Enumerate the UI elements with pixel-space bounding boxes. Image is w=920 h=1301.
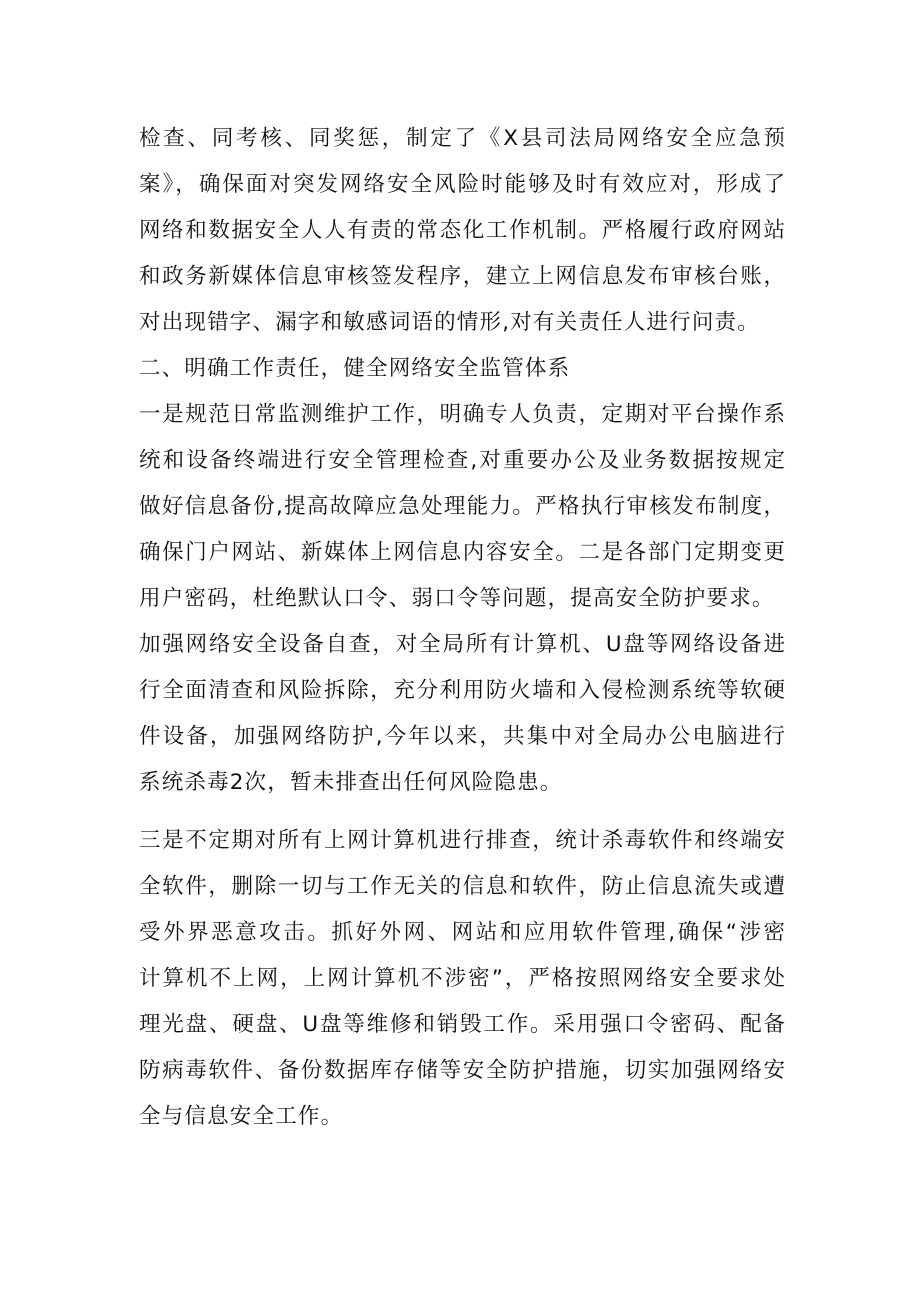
paragraph-line: 计算机不上网，上网计算机不涉密”，严格按照网络安全要求处: [139, 966, 785, 991]
paragraph-line: 三是不定期对所有上网计算机进行排查，统计杀毒软件和终端安: [139, 828, 785, 853]
paragraph-line: 对出现错字、漏字和敏感词语的情形,对有关责任人进行问责。: [139, 310, 760, 335]
document-body: [139, 116, 785, 1140]
paragraph-line: 和政务新媒体信息审核签发程序，建立上网信息发布审核台账，: [139, 264, 785, 289]
paragraph-line: 件设备，加强网络防护,今年以来，共集中对全局办公电脑进行: [139, 724, 785, 749]
paragraph-gap: [139, 806, 785, 818]
paragraph-line: 受外界恶意攻击。抓好外网、网站和应用软件管理,确保“涉密: [139, 920, 785, 945]
paragraph-line: 行全面清查和风险拆除，充分利用防火墙和入侵检测系统等软硬: [139, 678, 785, 703]
paragraph-line: 防病毒软件、备份数据库存储等安全防护措施，切实加强网络安: [139, 1058, 785, 1083]
paragraph-line: 网络和数据安全人人有责的常态化工作机制。严格履行政府网站: [139, 218, 785, 243]
paragraph-line: 系统杀毒2次，暂未排查出任何风险隐患。: [139, 770, 563, 795]
paragraph-line: 案》，确保面对突发网络安全风险时能够及时有效应对，形成了: [139, 172, 785, 197]
paragraph-line: 全软件，删除一切与工作无关的信息和软件，防止信息流失或遭: [139, 874, 785, 899]
paragraph-line: 做好信息备份,提高故障应急处理能力。严格执行审核发布制度，: [139, 494, 785, 519]
paragraph-line: 检查、同考核、同奖惩，制定了《X县司法局网络安全应急预: [139, 126, 785, 151]
paragraph-line: 用户密码，杜绝默认口令、弱口令等问题，提高安全防护要求。: [139, 586, 775, 611]
paragraph-line: 理光盘、硬盘、U盘等维修和销毁工作。采用强口令密码、配备: [139, 1012, 785, 1037]
paragraph-line: 统和设备终端进行安全管理检查,对重要办公及业务数据按规定: [139, 448, 785, 473]
section-heading: 二、明确工作责任，健全网络安全监管体系: [139, 356, 571, 381]
paragraph-line: 全与信息安全工作。: [139, 1104, 344, 1129]
paragraph-line: 确保门户网站、新媒体上网信息内容安全。二是各部门定期变更: [139, 540, 785, 565]
paragraph-line: 一是规范日常监测维护工作，明确专人负责，定期对平台操作系: [139, 402, 785, 427]
paragraph-line: 加强网络安全设备自查，对全局所有计算机、U盘等网络设备进: [139, 632, 785, 657]
